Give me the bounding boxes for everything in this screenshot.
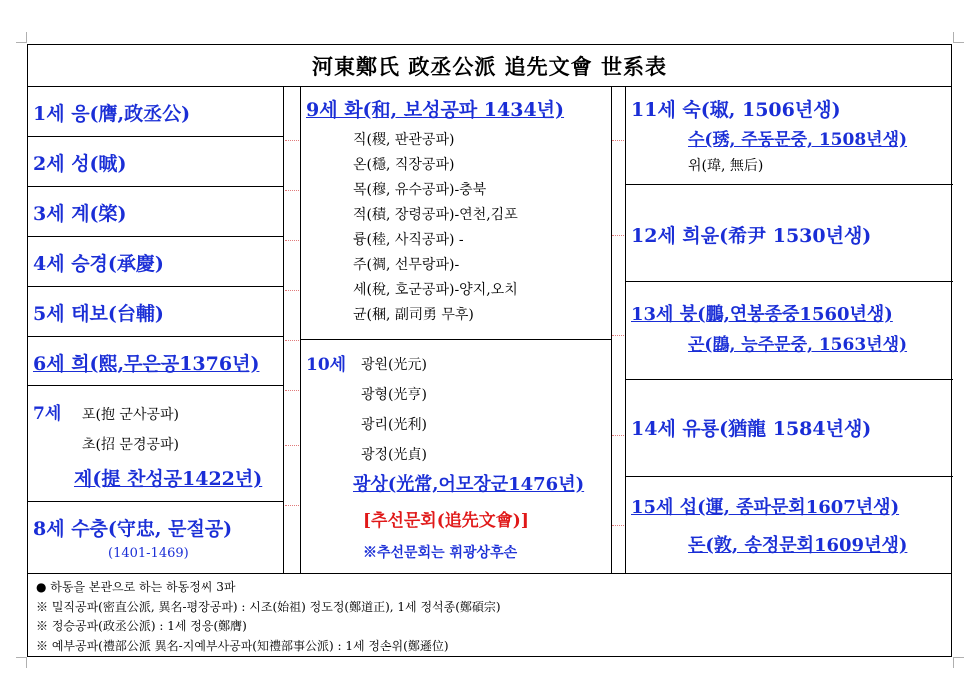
column-generations-11-15	[625, 87, 953, 573]
gen-1-cell	[28, 87, 284, 137]
crop-mark-tr	[953, 32, 964, 43]
gen-10-son-2: 광형(光亨)	[361, 387, 427, 403]
gen-4-cell	[28, 237, 284, 287]
gen-7-label: 7세	[33, 404, 62, 424]
footer-note-1: ● 하동을 본관으로 하는 하동정씨 3파	[36, 580, 236, 594]
connector	[285, 340, 299, 341]
footer-note-4: ※ 예부공파(禮部公派 異名-지예부사공파(知禮部事公派) : 1세 정손위(鄭遜位)	[36, 638, 449, 653]
gen-14: 14세 유룡(猶龍 1584년생)	[631, 418, 872, 440]
footer-notes	[28, 573, 951, 658]
gen-9-son-5: 륭(稑, 사직공파) -	[353, 232, 464, 248]
gen-9-son-2: 온(穩, 직장공파)	[353, 157, 455, 173]
genealogy-table	[27, 44, 952, 657]
chusun-note: ※추선문회는 휘광상후손	[363, 545, 518, 561]
column-generations-9-10	[300, 87, 612, 573]
gen-9-son-8: 균(稛, 副司勇 무후)	[353, 307, 474, 323]
gen-10-label: 10세	[306, 355, 347, 375]
connector	[612, 435, 626, 436]
connector	[285, 290, 299, 291]
connector	[285, 390, 299, 391]
gen-7-cho: 초(招 문경공파)	[82, 437, 179, 453]
gen-9: 9세 화(和, 보성공파 1434년)	[306, 99, 565, 121]
gen-4: 4세 승경(承慶)	[33, 253, 164, 275]
gen-8-cell	[28, 502, 284, 573]
connector	[285, 445, 299, 446]
chusun-munhoe-label: [추선문회(追先文會)]	[363, 511, 529, 531]
gen-2: 2세 성(晠)	[33, 153, 127, 175]
gen-3-cell	[28, 187, 284, 237]
gen-11-wi: 위(瑋, 無后)	[688, 158, 764, 174]
crop-mark-bl	[16, 657, 27, 668]
footer-note-3: ※ 정승공파(政丞公派) : 1세 정응(鄭膺)	[36, 619, 247, 633]
gen-10-main: 광상(光常,어모장군1476년)	[353, 474, 585, 495]
gen-12: 12세 희윤(希尹 1530년생)	[631, 225, 872, 247]
gen-9-cell	[301, 87, 611, 340]
gen-9-son-6: 주(禂, 선무랑파)-	[353, 257, 460, 273]
gen-13-cell	[626, 282, 953, 380]
gen-3: 3세 계(棨)	[33, 203, 127, 225]
gen-8: 8세 수충(守忠, 문절공)	[33, 518, 233, 540]
crop-mark-br	[953, 657, 964, 668]
gen-9-son-7: 세(稅, 호군공파)-양지,오치	[353, 282, 518, 298]
connector	[612, 525, 626, 526]
gen-1: 1세 응(膺,政丞公)	[33, 103, 191, 125]
gen-13-gon: 곤(鵾, 능주문중, 1563년생)	[688, 335, 908, 355]
connector	[285, 240, 299, 241]
gen-9-son-3: 목(穆, 유수공파)-충북	[353, 182, 487, 198]
connector	[612, 235, 626, 236]
gen-6-cell	[28, 337, 284, 386]
gen-13: 13세 붕(鵬,연봉종중1560년생)	[631, 304, 893, 325]
gen-7-je: 제(提 찬성공1422년)	[74, 468, 263, 490]
gen-15-don: 돈(敦, 송정문회1609년생)	[688, 535, 908, 556]
gen-9-son-4: 적(積, 장령공파)-연천,김포	[353, 207, 518, 223]
gen-5: 5세 태보(台輔)	[33, 303, 164, 325]
gen-6: 6세 희(熙,무은공1376년)	[33, 353, 260, 375]
connector	[612, 140, 626, 141]
gen-15-cell	[626, 477, 953, 573]
page-title: 河東鄭氏 政丞公派 追先文會 世系表	[28, 45, 951, 87]
gen-2-cell	[28, 137, 284, 187]
gen-5-cell	[28, 287, 284, 337]
gen-15: 15세 섭(運, 종파문회1607년생)	[631, 497, 900, 518]
gen-9-son-1: 직(稷, 판관공파)	[353, 132, 455, 148]
connector	[285, 505, 299, 506]
crop-mark-tl	[16, 32, 27, 43]
connector	[285, 140, 299, 141]
column-generations-1-8	[28, 87, 284, 573]
gen-7-cell	[28, 386, 284, 502]
gen-10-son-1: 광원(光元)	[361, 357, 427, 373]
gen-11-su: 수(琇, 주동문중, 1508년생)	[688, 130, 908, 150]
gen-11-cell	[626, 87, 953, 185]
gen-8-dates: (1401-1469)	[108, 546, 189, 561]
gen-10-son-3: 광리(光利)	[361, 417, 427, 433]
gen-11: 11세 숙(琡, 1506년생)	[631, 99, 841, 121]
footer-note-2: ※ 밀직공파(密直公派, 異名-평장공파) : 시조(始祖) 정도정(鄭道正), 1세 정석종(鄭碩宗)	[36, 599, 501, 614]
connector	[285, 190, 299, 191]
gen-10-son-4: 광정(光貞)	[361, 447, 427, 463]
gen-14-cell	[626, 380, 953, 477]
gen-10-cell	[301, 340, 611, 573]
connector	[612, 335, 626, 336]
gen-12-cell	[626, 185, 953, 282]
gen-7-po: 포(抱 군사공파)	[82, 407, 179, 423]
